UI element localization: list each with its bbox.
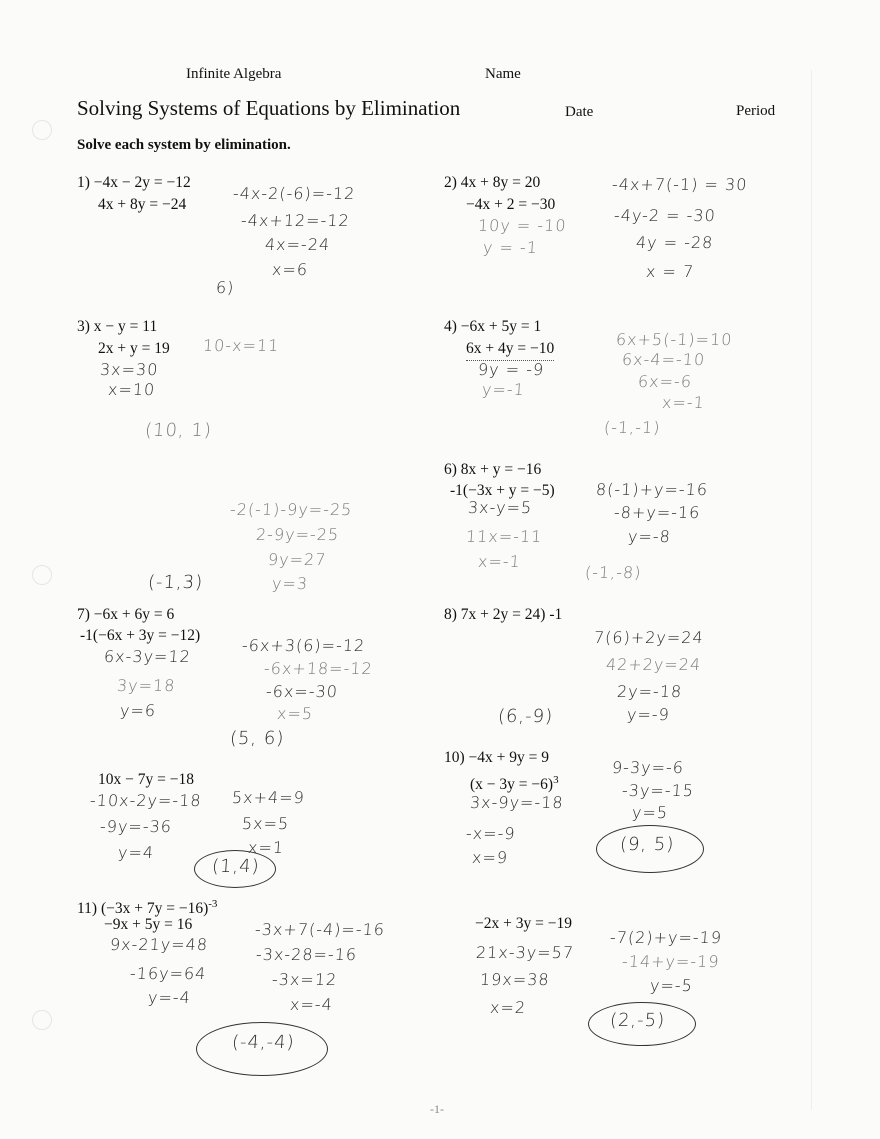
equation-1: −2x + 3y = −19 [475,915,572,932]
equation-2: 2x + y = 19 [98,340,170,357]
handwritten-work: 21x-3y=57 [475,943,575,962]
handwritten-work: 42+2y=24 [605,655,702,674]
handwritten-work: 3x-y=5 [467,498,533,517]
handwritten-work: y=-4 [147,988,192,1007]
equation-1: −4x + 9y = 9 [468,749,550,766]
handwritten-answer: (-1,3) [147,572,204,593]
handwritten-work: -6x+3(6)=-12 [241,636,366,655]
handwritten-work: 9-3y=-6 [611,758,685,777]
equation-2: 6x + 4y = −10 [466,338,554,361]
handwritten-work: 9x-21y=48 [109,935,209,954]
problem-number: 3) [77,318,90,335]
handwritten-work: 8(-1)+y=-16 [595,480,709,499]
handwritten-work: 6x-4=-10 [621,350,706,369]
handwritten-work: 10y = -10 [477,216,568,235]
handwritten-work: -4y-2 = -30 [613,206,717,225]
handwritten-work: -3x=12 [271,970,338,989]
period-label: Period [736,103,776,119]
problem-number: 2) [444,174,457,191]
handwritten-work: 5x=5 [241,814,290,833]
handwritten-work: 6x-3y=12 [103,647,192,666]
handwritten-answer: (-1,-1) [603,418,662,437]
problem-number: 6) [444,461,457,478]
handwritten-work: 4y = -28 [635,233,715,252]
handwritten-work: y=-9 [626,705,671,724]
problem-number: 8) [444,606,457,623]
equation-1: (−3x + 7y = −16) [100,900,209,918]
handwritten-work: -x=-9 [465,824,517,843]
problem-8 [444,604,562,626]
handwritten-answer: (-4,-4) [231,1032,296,1053]
handwritten-work: x=5 [276,704,314,723]
page-edge [811,70,812,1110]
handwritten-work: y=-1 [481,380,526,399]
handwritten-work: 3y=18 [116,676,177,695]
handwritten-work: 19x=38 [479,970,551,989]
problem-number: 4) [444,318,457,335]
handwritten-answer: (2,-5) [609,1010,666,1031]
handwritten-work: x = 7 [645,262,695,281]
handwritten-work: -6x+18=-12 [263,659,374,678]
handwritten-work: x=-1 [661,393,706,412]
equation-1: −4x − 2y = −12 [93,174,191,191]
handwritten-work: 2y=-18 [616,682,683,701]
handwritten-work: y = -1 [482,238,539,257]
handwritten-work: -3y=-15 [621,781,695,800]
handwritten-work: 10-x=11 [202,336,281,355]
problem-12 [475,913,572,935]
handwritten-work: 9y=27 [267,550,328,569]
equation-2-text: (x − 3y = −6) [470,776,554,794]
handwritten-work: -4x+12=-12 [240,211,351,230]
equation-2: −4x + 2 = −30 [466,196,556,213]
equation-1: −6x + 5y = 1 [460,318,542,335]
instructions: Solve each system by elimination. [77,137,291,153]
equation-1: −6x + 6y = 6 [93,606,175,623]
page-title: Solving Systems of Equations by Elimination [77,96,461,120]
punch-hole [32,1010,52,1030]
punch-hole [32,120,52,140]
handwritten-work: -16y=64 [129,964,208,983]
equation-1: x − y = 11 [93,318,158,335]
handwritten-work: -8+y=-16 [613,503,702,522]
handwritten-answer: (6,-9) [497,706,554,727]
handwritten-work: x=6 [271,260,309,279]
handwritten-work: -14+y=-19 [621,952,721,971]
handwritten-answer: (5, 6) [229,728,286,749]
handwritten-work: -10x-2y=-18 [89,791,203,810]
equation-1: 8x + y = −16 [460,461,542,478]
handwritten-work: 6x+5(-1)=10 [615,330,734,349]
equation-2: -1(−6x + 3y = −12) [80,627,201,644]
handwritten-work: x=2 [489,998,527,1017]
handwritten-work: 3x-9y=-18 [469,793,565,812]
handwritten-work: y=5 [631,803,669,822]
problem-3 [77,316,157,338]
handwritten-work: x=9 [471,848,509,867]
handwritten-work: x=-4 [289,995,334,1014]
handwritten-work: -2(-1)-9y=-25 [229,500,354,519]
page-number: -1- [430,1102,444,1116]
handwritten-work: -9y=-36 [99,817,173,836]
handwritten-work: 4x=-24 [264,235,331,254]
handwritten-answer: (9, 5) [619,834,676,855]
handwritten-work: x=1 [247,838,285,857]
handwritten-work: 9y = -9 [477,360,545,379]
handwritten-work: 5x+4=9 [231,788,306,807]
equation-2: -1(−3x + y = −5) [450,482,555,499]
handwritten-work: -7(2)+y=-19 [609,928,723,947]
handwritten-work: -4x+7(-1) = 30 [611,175,749,194]
equation-1: 7x + 2y = 24) -1 [460,606,563,623]
equation-2: −9x + 5y = 16 [104,916,193,933]
handwritten-work: 11x=-11 [465,527,544,546]
problem-number: 7) [77,606,90,623]
handwritten-work: 7(6)+2y=24 [593,628,705,647]
multiplier: 3 [553,774,559,786]
problem-number: 1) [77,174,90,191]
name-label: Name [485,66,521,82]
equation-1: 10x − 7y = −18 [98,771,194,788]
problem-number: 10) [444,749,465,766]
handwritten-work: y=3 [271,574,309,593]
handwritten-work: 2-9y=-25 [255,525,340,544]
handwritten-work: y=6 [119,701,157,720]
handwritten-work: -3x-28=-16 [255,945,358,964]
date-label: Date [565,104,594,120]
handwritten-work: 6x=-6 [637,372,693,391]
problem-10 [444,747,549,769]
handwritten-answer: (10, 1) [144,420,213,441]
equation-2: 4x + 8y = −24 [98,196,187,213]
handwritten-work: y=-5 [649,976,694,995]
handwritten-work: -3x+7(-4)=-16 [254,920,386,939]
problem-1 [77,172,191,194]
problem-7 [77,604,174,626]
equation-1: 4x + 8y = 20 [460,174,541,191]
handwritten-work: -4x-2(-6)=-12 [232,184,357,203]
problem-6 [444,459,541,481]
problem-number: 11) [77,900,98,918]
problem-4 [444,316,541,338]
problem-9 [98,769,194,791]
handwritten-answer: (1,4) [211,856,261,877]
punch-hole [32,565,52,585]
handwritten-work: 3x=30 [99,360,160,379]
app-name: Infinite Algebra [186,66,282,82]
multiplier: -3 [208,898,218,910]
handwritten-answer: (-1,-8) [584,563,643,582]
handwritten-work: -6x=-30 [265,682,339,701]
handwritten-work: y=4 [117,843,155,862]
handwritten-work: 6) [215,278,236,297]
problem-2 [444,172,540,194]
handwritten-work: y=-8 [627,527,672,546]
handwritten-work: x=10 [107,380,156,399]
handwritten-work: x=-1 [477,552,522,571]
